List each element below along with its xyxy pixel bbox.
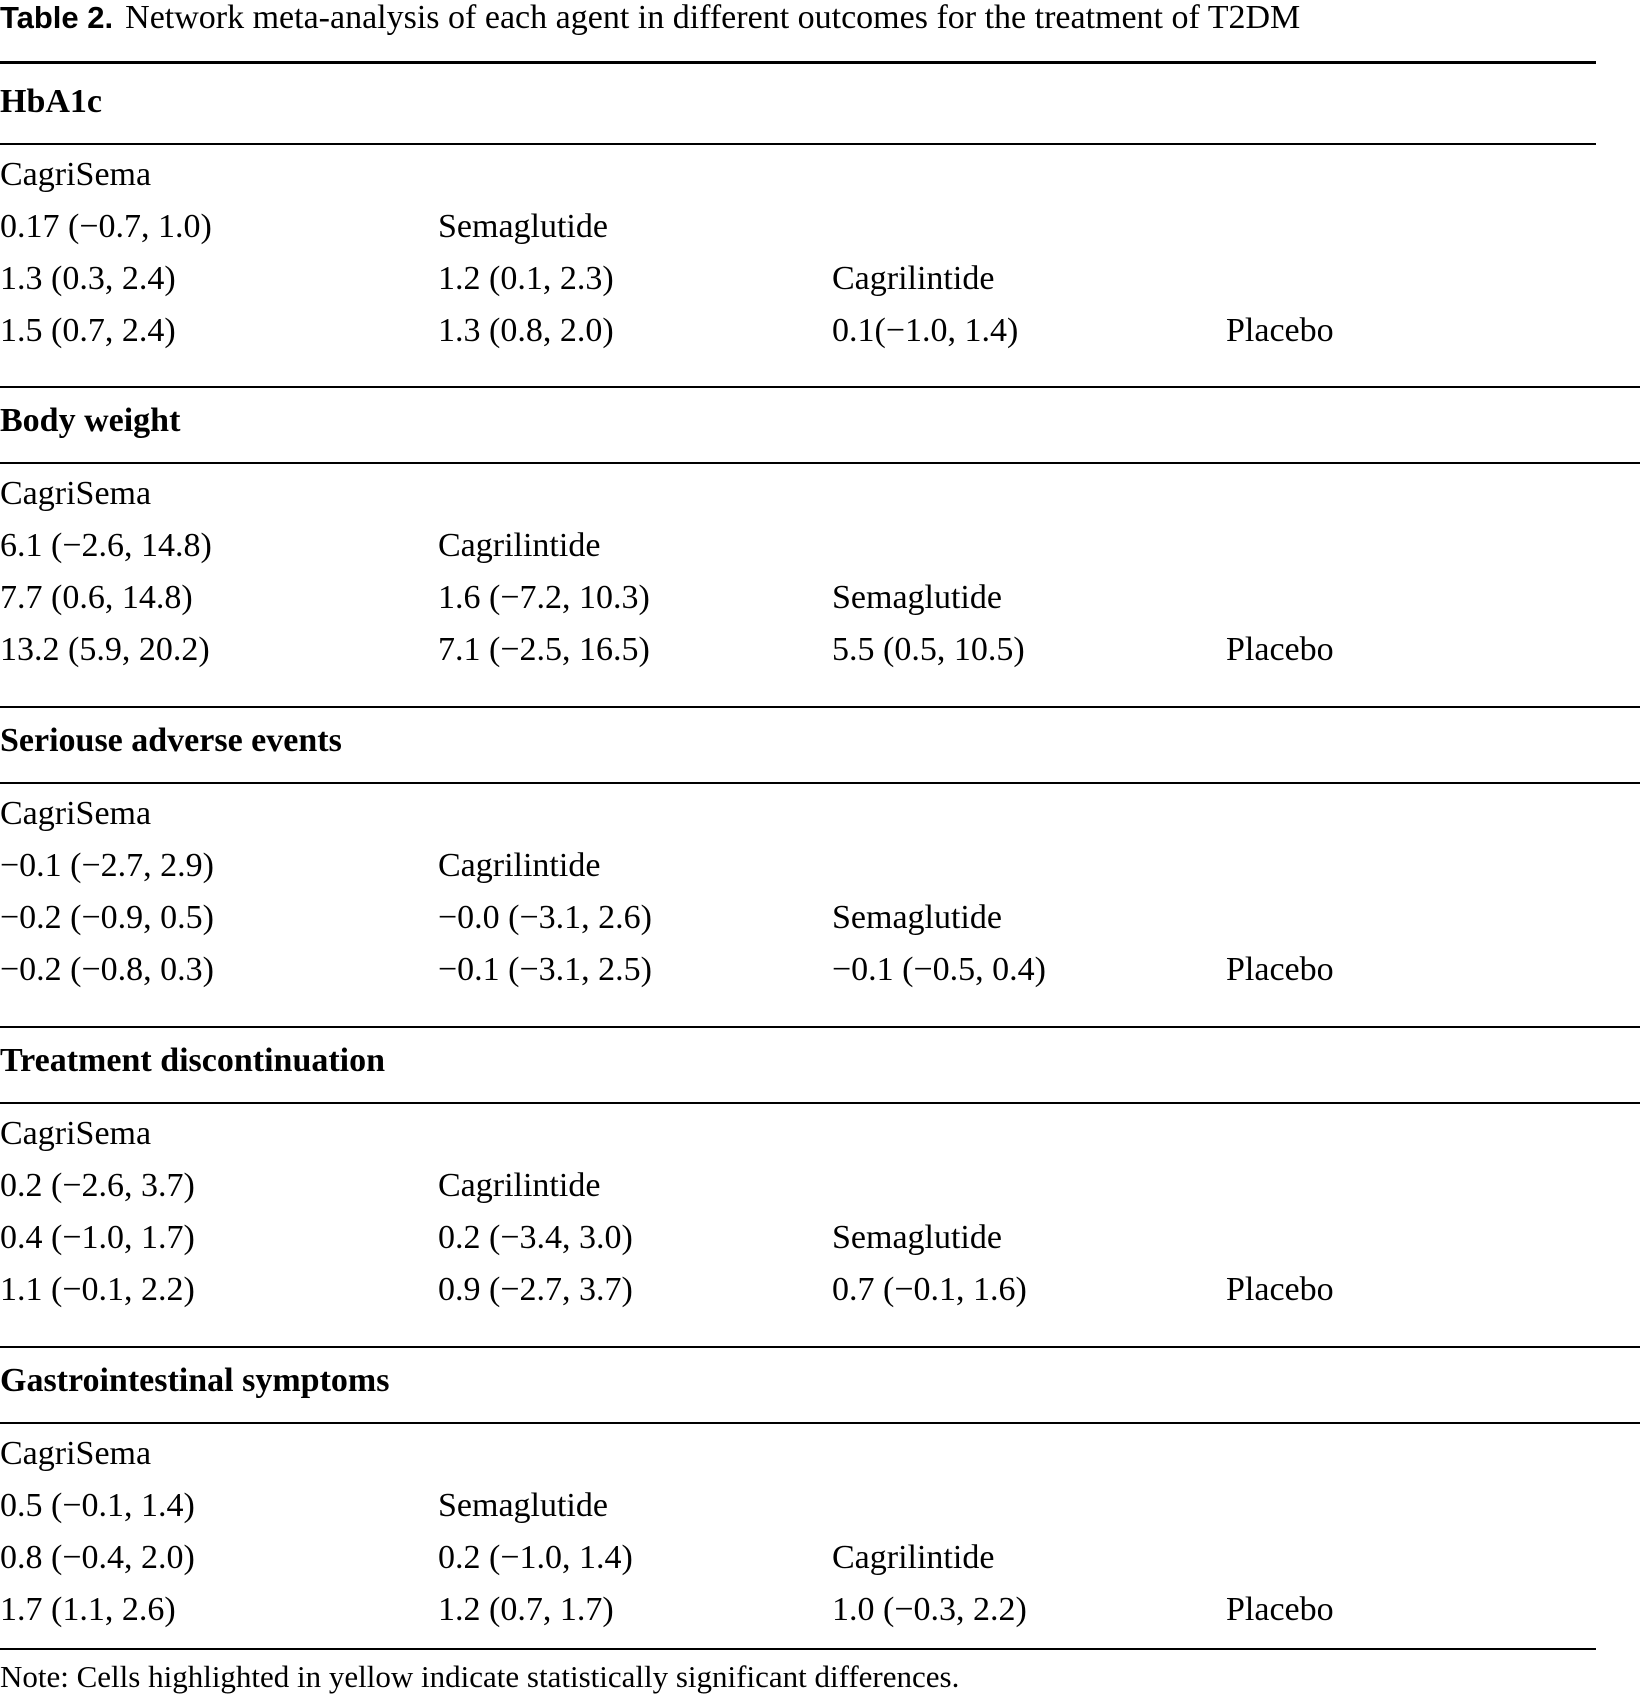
table-cell-estimate: 1.2 (0.1, 2.3) [438,260,614,297]
table-cell-estimate: 6.1 (−2.6, 14.8) [0,527,212,564]
table-cell-estimate: 1.5 (0.7, 2.4) [0,312,176,349]
table-caption-label: Table 2. [0,0,114,35]
table-cell-treatment: CagriSema [0,156,152,193]
table-cell-estimate: 1.1 (−0.1, 2.2) [0,1271,195,1308]
table-cell-treatment: Placebo [1226,312,1334,349]
table-cell-estimate: 1.3 (0.3, 2.4) [0,260,176,297]
table-cell-treatment: Semaglutide [832,1219,1002,1256]
table-cell-estimate: 0.2 (−1.0, 1.4) [438,1539,633,1576]
section-title: Treatment discontinuation [0,1042,386,1079]
table-cell-estimate: 1.7 (1.1, 2.6) [0,1591,176,1628]
table-cell-estimate: 1.2 (0.7, 1.7) [438,1591,614,1628]
section-bottom-rule [0,386,1640,388]
table-cell-treatment: CagriSema [0,1435,152,1472]
top-rule [0,61,1596,64]
table-cell-treatment: Cagrilintide [438,527,601,564]
section-header-rule [0,462,1640,464]
section-title: Gastrointestinal symptoms [0,1362,390,1399]
table-cell-estimate: −0.0 (−3.1, 2.6) [438,899,652,936]
table-cell-treatment: Cagrilintide [438,1167,601,1204]
table-cell-estimate: 0.5 (−0.1, 1.4) [0,1487,195,1524]
table-cell-treatment: Placebo [1226,951,1334,988]
table-cell-estimate: −0.1 (−2.7, 2.9) [0,847,214,884]
table-cell-treatment: CagriSema [0,475,152,512]
table-cell-estimate: 0.7 (−0.1, 1.6) [832,1271,1027,1308]
section-bottom-rule [0,1026,1640,1028]
section-bottom-rule [0,706,1640,708]
section-title: Body weight [0,402,181,439]
table-cell-estimate: −0.2 (−0.8, 0.3) [0,951,214,988]
table-caption-text: Network meta-analysis of each agent in different outcomes for the treatment of T2DM [125,0,1301,36]
table-cell-treatment: Semaglutide [438,1487,608,1524]
table-cell-estimate: 0.2 (−3.4, 3.0) [438,1219,633,1256]
table-cell-estimate: 0.2 (−2.6, 3.7) [0,1167,195,1204]
table-cell-treatment: Cagrilintide [832,260,995,297]
table-cell-treatment: Placebo [1226,631,1334,668]
table-cell-estimate: 1.6 (−7.2, 10.3) [438,579,650,616]
table-cell-estimate: 0.8 (−0.4, 2.0) [0,1539,195,1576]
section-header-rule [0,1102,1640,1104]
section-header-rule [0,1422,1640,1424]
section-header-rule [0,782,1640,784]
section-title: HbA1c [0,83,102,120]
table-cell-estimate: 1.0 (−0.3, 2.2) [832,1591,1027,1628]
table-cell-treatment: Semaglutide [832,899,1002,936]
table-cell-estimate: 13.2 (5.9, 20.2) [0,631,210,668]
section-title: Seriouse adverse events [0,722,342,759]
table-cell-estimate: 0.17 (−0.7, 1.0) [0,208,212,245]
table-cell-estimate: −0.1 (−3.1, 2.5) [438,951,652,988]
table-cell-treatment: Semaglutide [832,579,1002,616]
table-cell-treatment: CagriSema [0,795,152,832]
table-cell-estimate: −0.1 (−0.5, 0.4) [832,951,1046,988]
table-cell-estimate: 0.9 (−2.7, 3.7) [438,1271,633,1308]
table-cell-estimate: 5.5 (0.5, 10.5) [832,631,1025,668]
table-note: Note: Cells highlighted in yellow indicate statistically significant differences. [0,1659,960,1694]
table-caption [0,0,1300,36]
table-cell-estimate: −0.2 (−0.9, 0.5) [0,899,214,936]
table-cell-estimate: 7.1 (−2.5, 16.5) [438,631,650,668]
table-cell-estimate: 7.7 (0.6, 14.8) [0,579,193,616]
table-cell-treatment: CagriSema [0,1115,152,1152]
table-cell-estimate: 0.1(−1.0, 1.4) [832,312,1019,349]
section-bottom-rule [0,1648,1596,1650]
table-cell-treatment: Cagrilintide [832,1539,995,1576]
section-header-rule [0,143,1596,145]
table-cell-estimate: 1.3 (0.8, 2.0) [438,312,614,349]
table-cell-treatment: Placebo [1226,1591,1334,1628]
table-cell-treatment: Semaglutide [438,208,608,245]
table-cell-treatment: Cagrilintide [438,847,601,884]
table-cell-estimate: 0.4 (−1.0, 1.7) [0,1219,195,1256]
section-bottom-rule [0,1346,1640,1348]
table-cell-treatment: Placebo [1226,1271,1334,1308]
